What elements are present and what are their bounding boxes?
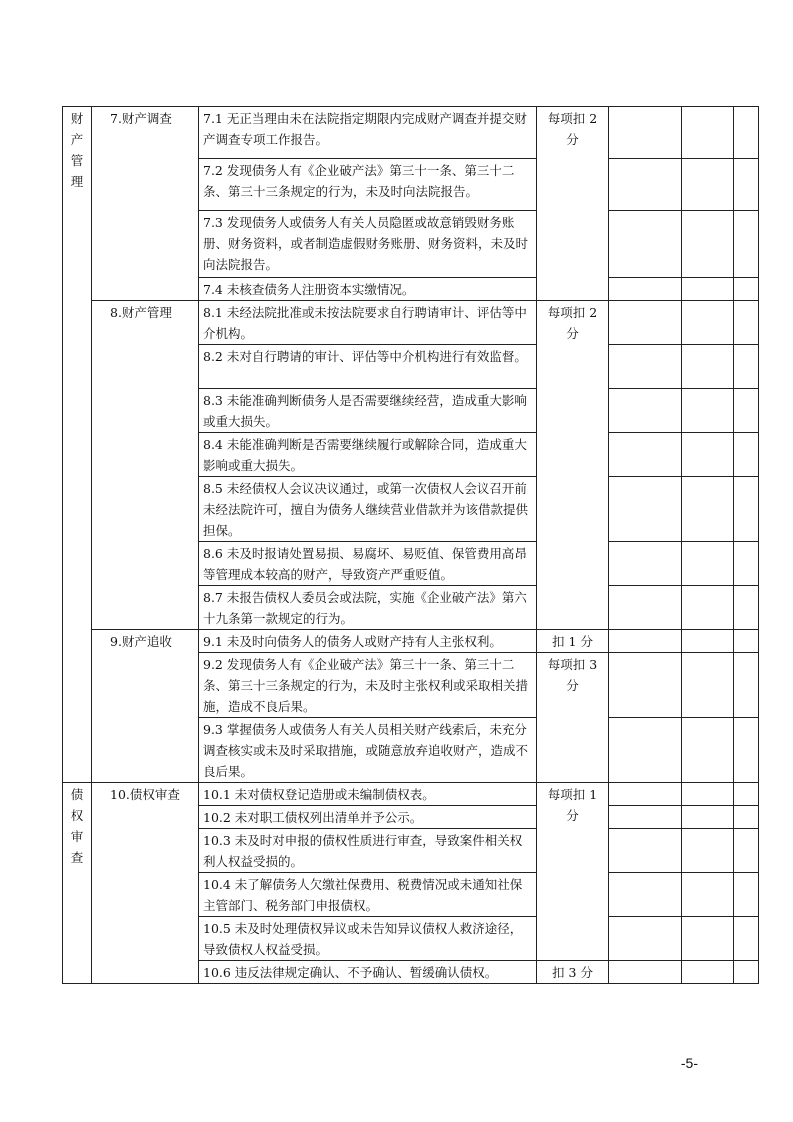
score-cell <box>682 159 734 211</box>
score-cell <box>609 961 682 984</box>
category-property-management: 财 产 管 理 <box>63 107 92 783</box>
item-name: 8.财产管理 <box>92 301 199 630</box>
criterion-text: 10.2 未对职工债权列出清单并予公示。 <box>199 806 537 829</box>
score-cell <box>609 477 682 542</box>
assessment-table <box>62 106 759 984</box>
criterion-text: 10.6 违反法律规定确认、不予确认、暂缓确认债权。 <box>199 961 537 984</box>
score-cell <box>682 873 734 917</box>
score-cell <box>682 433 734 477</box>
score-cell <box>734 783 759 806</box>
table-row <box>63 107 759 159</box>
score-cell <box>682 718 734 783</box>
score-cell <box>609 211 682 278</box>
score-cell <box>609 829 682 873</box>
score-cell <box>609 301 682 345</box>
score-cell <box>682 345 734 389</box>
score-cell <box>609 345 682 389</box>
score-cell <box>734 211 759 278</box>
score-cell <box>734 961 759 984</box>
score-cell <box>682 806 734 829</box>
score-cell <box>609 433 682 477</box>
criterion-text: 7.2 发现债务人有《企业破产法》第三十一条、第三十二条、第三十三条规定的行为，未及时向法院报告。 <box>199 159 537 211</box>
score-cell <box>682 653 734 718</box>
criterion-text: 10.1 未对债权登记造册或未编制债权表。 <box>199 783 537 806</box>
criterion-text: 9.2 发现债务人有《企业破产法》第三十一条、第三十二条、第三十三条规定的行为，未及时主张权利或采取相关措施，造成不良后果。 <box>199 653 537 718</box>
criterion-text: 10.5 未及时处理债权异议或未告知异议债权人救济途径，导致债权人权益受损。 <box>199 917 537 961</box>
score-cell <box>609 389 682 433</box>
table-row <box>63 301 759 345</box>
criterion-text: 7.4 未核查债务人注册资本实缴情况。 <box>199 278 537 301</box>
penalty-cell: 扣 3 分 <box>537 961 609 984</box>
score-cell <box>609 630 682 653</box>
score-cell <box>682 477 734 542</box>
score-cell <box>734 301 759 345</box>
score-cell <box>609 278 682 301</box>
score-cell <box>682 107 734 159</box>
score-cell <box>734 873 759 917</box>
item-name: 10.债权审查 <box>92 783 199 984</box>
item-name: 7.财产调查 <box>92 107 199 301</box>
score-cell <box>609 873 682 917</box>
score-cell <box>734 159 759 211</box>
score-cell <box>609 718 682 783</box>
criterion-text: 8.5 未经债权人会议决议通过，或第一次债权人会议召开前未经法院许可，擅自为债务人继续营业借款并为该借款提供担保。 <box>199 477 537 542</box>
score-cell <box>734 345 759 389</box>
score-cell <box>682 783 734 806</box>
score-cell <box>609 159 682 211</box>
score-cell <box>609 542 682 586</box>
criterion-text: 8.7 未报告债权人委员会或法院，实施《企业破产法》第六十九条第一款规定的行为。 <box>199 586 537 630</box>
criterion-text: 8.2 未对自行聘请的审计、评估等中介机构进行有效监督。 <box>199 345 537 389</box>
page-number: -5- <box>680 1055 698 1071</box>
criterion-text: 8.1 未经法院批准或未按法院要求自行聘请审计、评估等中介机构。 <box>199 301 537 345</box>
score-cell <box>682 301 734 345</box>
score-cell <box>682 389 734 433</box>
criterion-text: 10.3 未及时对申报的债权性质进行审查，导致案件相关权利人权益受损的。 <box>199 829 537 873</box>
score-cell <box>734 107 759 159</box>
score-cell <box>609 783 682 806</box>
criterion-text: 10.4 未了解债务人欠缴社保费用、税费情况或未通知社保主管部门、税务部门申报债权。 <box>199 873 537 917</box>
score-cell <box>734 829 759 873</box>
penalty-cell: 每项扣 2 分 <box>537 301 609 630</box>
score-cell <box>734 653 759 718</box>
score-cell <box>609 917 682 961</box>
score-cell <box>609 806 682 829</box>
criterion-text: 8.3 未能准确判断债务人是否需要继续经营，造成重大影响或重大损失。 <box>199 389 537 433</box>
penalty-cell: 每项扣 1 分 <box>537 783 609 961</box>
score-cell <box>734 917 759 961</box>
score-cell <box>734 433 759 477</box>
criterion-text: 8.4 未能准确判断是否需要继续履行或解除合同，造成重大影响或重大损失。 <box>199 433 537 477</box>
score-cell <box>682 917 734 961</box>
score-cell <box>682 586 734 630</box>
score-cell <box>734 278 759 301</box>
criterion-text: 7.3 发现债务人或债务人有关人员隐匿或故意销毁财务账册、财务资料，或者制造虚假财务账册、财务资料，未及时向法院报告。 <box>199 211 537 278</box>
criterion-text: 9.3 掌握债务人或债务人有关人员相关财产线索后，未充分调查核实或未及时采取措施，或随意放弃追收财产，造成不良后果。 <box>199 718 537 783</box>
table-row <box>63 630 759 653</box>
score-cell <box>682 211 734 278</box>
score-cell <box>609 586 682 630</box>
score-cell <box>682 630 734 653</box>
score-cell <box>734 586 759 630</box>
score-cell <box>734 389 759 433</box>
category-claims-review: 债 权 审 查 <box>63 783 92 984</box>
score-cell <box>734 630 759 653</box>
score-cell <box>682 961 734 984</box>
penalty-cell: 每项扣 3 分 <box>537 653 609 783</box>
table-row <box>63 783 759 806</box>
score-cell <box>609 107 682 159</box>
score-cell <box>682 829 734 873</box>
criterion-text: 7.1 无正当理由未在法院指定期限内完成财产调查并提交财产调查专项工作报告。 <box>199 107 537 159</box>
score-cell <box>734 542 759 586</box>
criterion-text: 9.1 未及时向债务人的债务人或财产持有人主张权利。 <box>199 630 537 653</box>
item-name: 9.财产追收 <box>92 630 199 783</box>
score-cell <box>734 718 759 783</box>
score-cell <box>682 278 734 301</box>
penalty-cell: 扣 1 分 <box>537 630 609 653</box>
score-cell <box>734 477 759 542</box>
score-cell <box>682 542 734 586</box>
score-cell <box>734 806 759 829</box>
score-cell <box>609 653 682 718</box>
penalty-cell: 每项扣 2 分 <box>537 107 609 301</box>
criterion-text: 8.6 未及时报请处置易损、易腐坏、易贬值、保管费用高昂等管理成本较高的财产，导致资产严重贬值。 <box>199 542 537 586</box>
